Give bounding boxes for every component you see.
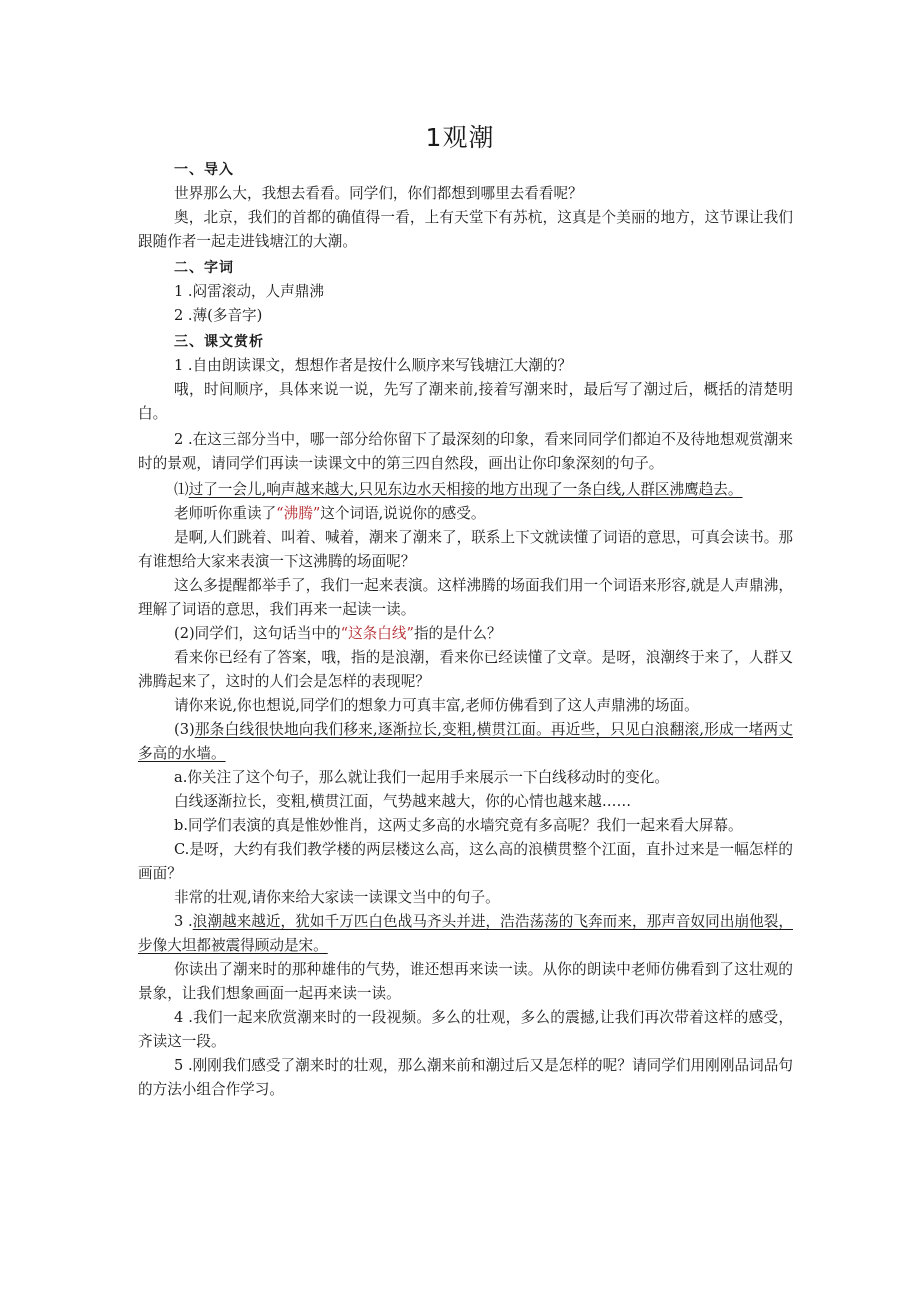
paragraph: 哦，时间顺序，具体来说一说，先写了潮来前,接着写潮来时，最后写了潮过后，概括的清楚明白。	[138, 381, 793, 422]
paragraph	[138, 502, 793, 526]
text-run: 指的是什么？	[413, 625, 502, 642]
paragraph: 看来你已经有了答案，哦，指的是浪潮，看来你已经读懂了文章。是呀，浪潮终于来了，人群又沸腾起来了，这时的人们会是怎样的表现呢？	[138, 649, 793, 690]
paragraph: 奥，北京，我们的首都的确值得一看，上有天堂下有苏杭，这真是个美丽的地方，这节课让我们跟随作者一起走进钱塘江的大潮。	[138, 209, 793, 250]
underlined-sentence: 浪潮越来越近，犹如千万匹白色战马齐头并进，浩浩荡荡的飞奔而来，那声音奴同出崩他裂，步像大坦都被震得顾动是宋。	[138, 913, 793, 954]
question: 2 .在这三部分当中，哪一部分给你留下了最深刻的印象，看来同同学们都迫不及待地想观赏潮来时的景观，请同学们再读一读课文中的第三四自然段，画出让你印象深刻的句子。	[138, 431, 793, 472]
underlined-sentence: 那条白线很快地向我们移来,逐渐拉长,变粗,横贯江面。再近些，只见白浪翻滚,形成一堵两丈多高的水墙。	[138, 721, 793, 762]
paragraph: 世界那么大，我想去看看。同学们，你们都想到哪里去看看呢？	[174, 185, 583, 202]
question	[138, 622, 793, 646]
sentence-label: ⑴	[174, 481, 189, 498]
text-run: (2)同学们，这句话当中的	[174, 625, 341, 642]
highlight-word: “这条白线”	[340, 625, 414, 642]
question: 4 .我们一起来欣赏潮来时的一段视频。多么的壮观，多么的震撼,让我们再次带着这样的感受，齐读这一段。	[138, 1009, 793, 1050]
page-title: 1观潮	[425, 123, 495, 152]
paragraph: b.同学们表演的真是惟妙惟肖，这两丈多高的水墙究竟有多高呢？我们一起来看大屏幕。	[174, 817, 743, 834]
highlight-word: “沸腾”	[276, 505, 321, 522]
paragraph: 请你来说,你也想说,同学们的想象力可真丰富,老师仿佛看到了这人声鼎沸的场面。	[174, 697, 699, 714]
paragraph: 你读出了潮来时的那种雄伟的气势，谁还想再来读一读。从你的朗读中老师仿佛看到了这壮观的景象，让我们想象画面一起再来读一读。	[138, 961, 793, 1002]
document-body	[138, 158, 793, 1102]
underlined-sentence: 过了一会儿,响声越来越大,只见东边水天相接的地方出现了一条白线,人群区沸鹰趋去。	[188, 481, 743, 498]
question: 5 .刚刚我们感受了潮来时的壮观，那么潮来前和潮过后又是怎样的呢？请同学们用刚刚品词品句的方法小组合作学习。	[138, 1057, 793, 1098]
section-heading-words: 二、字词	[174, 260, 234, 276]
paragraph: a.你关注了这个句子，那么就让我们一起用手来展示一下白线移动时的变化。	[174, 769, 669, 786]
section-heading-intro: 一、导入	[174, 162, 234, 178]
quoted-sentence	[138, 718, 793, 766]
quoted-sentence	[138, 910, 793, 958]
text-run: 这个词语,说说你的感受。	[320, 505, 486, 522]
paragraph: 白线逐渐拉长，变粗,横贯江面，气势越来越大，你的心情也越来越……	[174, 793, 632, 810]
paragraph: 这么多提醒都举手了，我们一起来表演。这样沸腾的场面我们用一个词语来形容,就是人声鼎沸，理解了词语的意思，我们再来一起读一读。	[138, 577, 793, 618]
text-run: 老师听你重读了	[174, 505, 277, 522]
sentence-label: 3 .	[174, 913, 193, 930]
section-heading-analysis: 三、课文赏析	[174, 334, 264, 350]
word-item: 2 .薄(多音字)	[174, 307, 263, 324]
paragraph: C.是呀，大约有我们教学楼的两层楼这么高，这么高的浪横贯整个江面，直扑过来是一幅怎样的画面？	[138, 841, 793, 882]
paragraph: 是啊,人们跳着、叫着、喊着，潮来了潮来了，联系上下文就读懂了词语的意思，可真会读书。那有谁想给大家来表演一下这沸腾的场面呢？	[138, 529, 793, 570]
quoted-sentence	[138, 478, 793, 502]
sentence-label: (3)	[174, 721, 195, 738]
paragraph: 非常的壮观,请你来给大家读一读课文当中的句子。	[174, 889, 500, 906]
question: 1 .自由朗读课文，想想作者是按什么顺序来写钱塘江大潮的？	[174, 357, 573, 374]
word-item: 1 .闷雷滚动，人声鼎沸	[174, 283, 324, 300]
